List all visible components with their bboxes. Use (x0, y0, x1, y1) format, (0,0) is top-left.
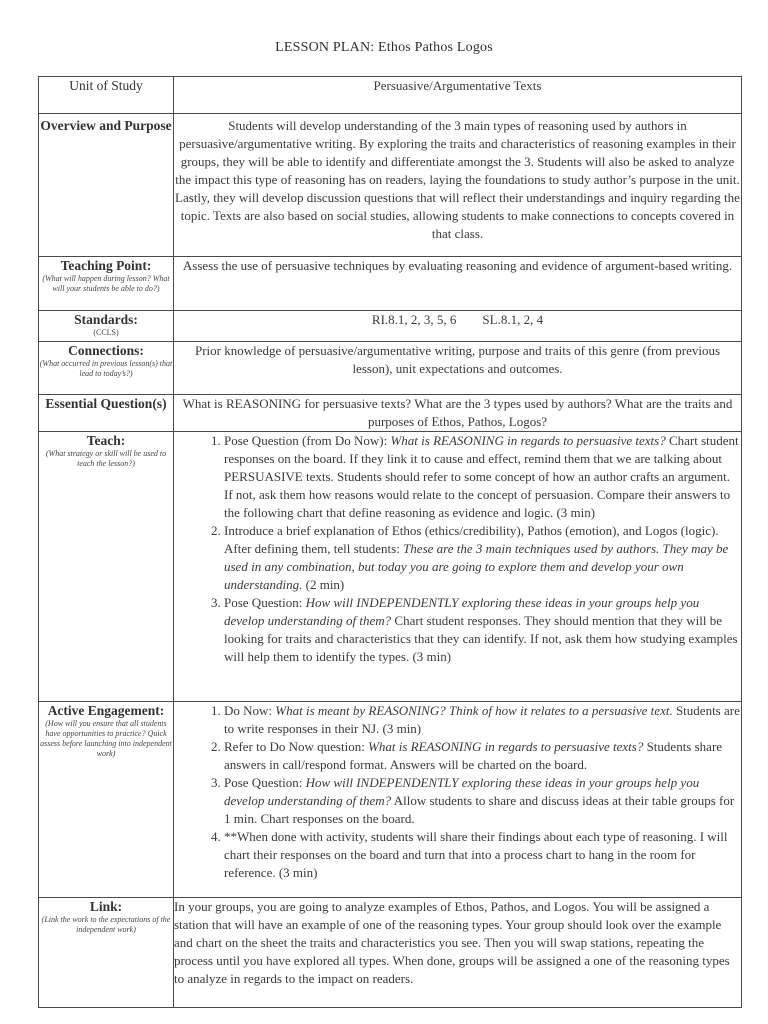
essential-label: Essential Question(s) (45, 396, 167, 411)
link-content: In your groups, you are going to analyze examples of Ethos, Pathos, and Logos. You will be assigned a station that will have an example of one of the reasoning types. Your group should look over the example and chart on the sheet the traits and characteristics you see. Then you will swap stations, repeating the process until you have explored all types. When done, groups will be assigned a one of the reasoning types to analyze in regards to the impact on readers. (174, 898, 742, 1008)
row-active-engagement (39, 702, 742, 898)
teach-steps-list (174, 432, 741, 666)
list-item: 4. **When done with activity, students will share their findings about each type of reasoning. I will chart their responses on the board and turn that into a process chart to hang in the room for reference. (3 min) (224, 828, 741, 882)
row-teach (39, 432, 742, 702)
lesson-plan-table (38, 76, 742, 1008)
row-essential-questions (39, 395, 742, 432)
label-cell (39, 114, 174, 257)
teaching-point-content: Assess the use of persuasive techniques by evaluating reasoning and evidence of argument-based writing. (174, 257, 742, 311)
label-cell (39, 898, 174, 1008)
standards-label: Standards: (74, 312, 138, 327)
label-cell (39, 702, 174, 898)
connections-content: Prior knowledge of persuasive/argumentative writing, purpose and traits of this genre (from previous lesson), unit expectations and outcomes. (174, 342, 742, 395)
row-overview (39, 114, 742, 257)
teach-note: (What strategy or skill will be used to teach the lesson?) (45, 449, 167, 468)
list-item: 3. Pose Question: How will INDEPENDENTLY exploring these ideas in your groups help you develop understanding of them? Chart student responses. They should mention that they will be looking for traits and characteristics that they can identify. If not, ask them how studying examples will help them to identify the types. (3 min) (224, 594, 741, 666)
list-item: 3. Pose Question: How will INDEPENDENTLY exploring these ideas in your groups help you develop understanding of them? Allow students to share and discuss ideas at their table groups for 1 min. Chart responses on the board. (224, 774, 741, 828)
row-link (39, 898, 742, 1008)
label-cell (39, 432, 174, 702)
row-unit-of-study (39, 77, 742, 114)
row-teaching-point (39, 257, 742, 311)
overview-label: Overview and Purpose (40, 118, 172, 133)
link-note: (Link the work to the expectations of the independent work) (41, 915, 171, 934)
teaching-point-note: (What will happen during lesson? What will your students be able to do?) (42, 274, 170, 293)
link-label: Link: (89, 899, 123, 914)
standards-content: RI.8.1, 2, 3, 5, 6 SL.8.1, 2, 4 (174, 311, 742, 342)
label-cell (39, 257, 174, 311)
unit-content: Persuasive/Argumentative Texts (174, 77, 742, 114)
row-connections (39, 342, 742, 395)
list-item: 2. Introduce a brief explanation of Ethos (ethics/credibility), Pathos (emotion), and Logos (logic). After defining them, tell students: These are the 3 main techniques used by authors. They may be used in any combination, but today you are going to explore them and develop your own understanding. (2 min) (224, 522, 741, 594)
label-cell (39, 77, 174, 114)
page-title: LESSON PLAN: Ethos Pathos Logos (275, 40, 493, 55)
active-content (174, 702, 742, 898)
overview-content: Students will develop understanding of the 3 main types of reasoning used by authors in persuasive/argumentative writing. By exploring the traits and characteristics of reasoning examples in their groups, they will be able to identify and differentiate amongst the 3. Students will also be asked to analyze the impact this type of reasoning has on readers, laying the foundations to study author’s purpose in the unit. Lastly, they will develop discussion questions that will reflect their understandings and inquiry regarding the topic. Texts are also based on social studies, allowing students to make connections to concepts covered in that class. (174, 114, 742, 257)
list-item: 1. Do Now: What is meant by REASONING? Think of how it relates to a persuasive text. Students are to write responses in their NJ. (3 min) (224, 702, 741, 738)
list-item: 1. Pose Question (from Do Now): What is REASONING in regards to persuasive texts? Chart student responses on the board. If they link it to cause and effect, remind them that we are talking about PERSUASIVE texts. Students should refer to some concept of how an author crafts an argument. If not, ask them how reasons would relate to the concept of persuasion. Compare their answers to the following chart that define reasoning as evidence and logic. (3 min) (224, 432, 741, 522)
label-cell (39, 395, 174, 432)
standards-note: (CCLS) (93, 328, 119, 337)
connections-label: Connections: (68, 343, 144, 358)
active-steps-list (174, 702, 741, 882)
essential-content: What is REASONING for persuasive texts? What are the 3 types used by authors? What are the traits and purposes of Ethos, Pathos, Logos? (174, 395, 742, 432)
teaching-point-label: Teaching Point: (60, 258, 152, 273)
teach-content (174, 432, 742, 702)
connections-note: (What occurred in previous lesson(s) that lead to today’s?) (39, 359, 173, 378)
active-note: (How will you ensure that all students have opportunities to practice? Quick assess before launching into independent work) (40, 719, 172, 758)
row-standards (39, 311, 742, 342)
active-label: Active Engagement: (47, 703, 165, 718)
list-item: 2. Refer to Do Now question: What is REASONING in regards to persuasive texts? Students share answers in call/respond format. Answers will be charted on the board. (224, 738, 741, 774)
label-cell (39, 342, 174, 395)
unit-label: Unit of Study (69, 78, 143, 93)
label-cell (39, 311, 174, 342)
teach-label: Teach: (86, 433, 126, 448)
